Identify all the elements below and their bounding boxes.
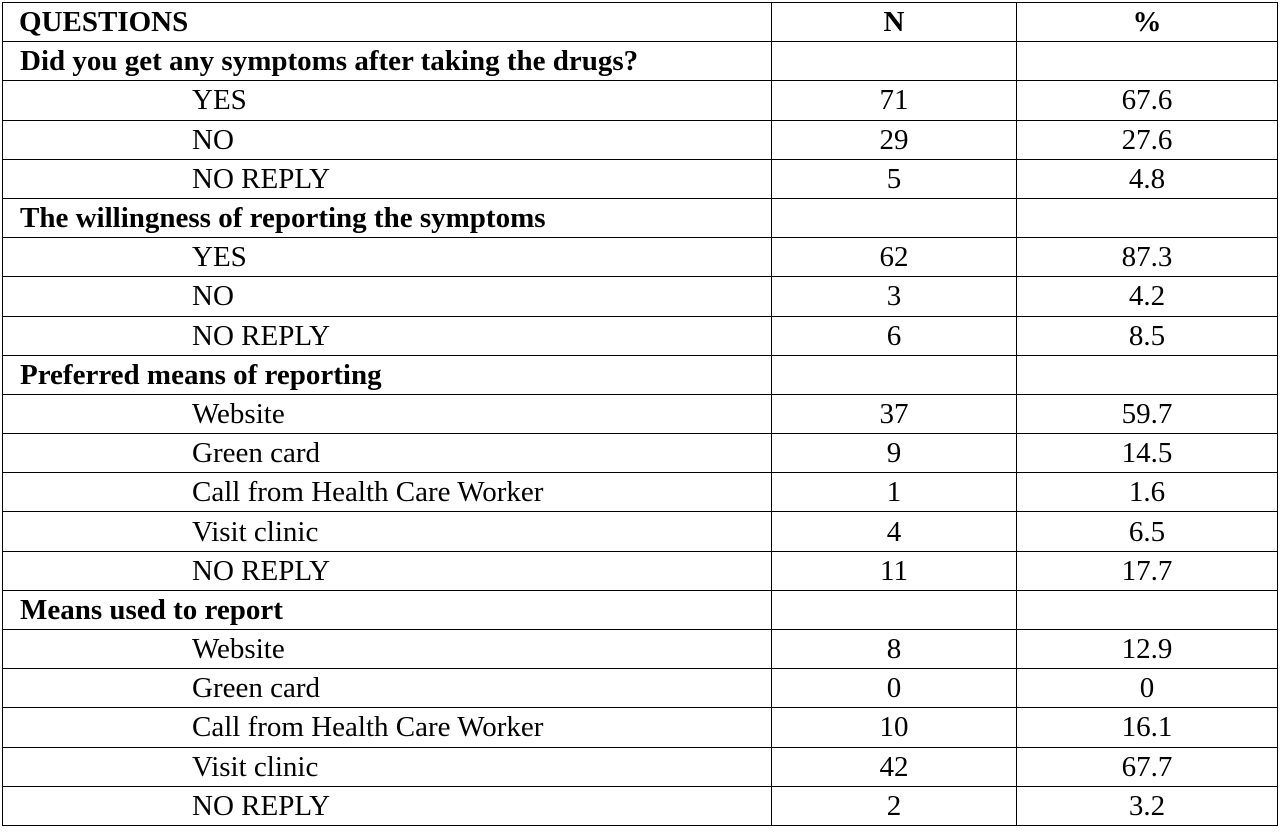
table-body [3,42,1278,826]
option-label: Green card [3,434,772,473]
option-label: Green card [3,669,772,708]
option-label: YES [3,238,772,277]
option-label: YES [3,81,772,120]
percent-value: 1.6 [1017,473,1278,512]
section-n-cell [772,590,1017,629]
option-label: Visit clinic [3,747,772,786]
percent-value: 6.5 [1017,512,1278,551]
n-value: 9 [772,434,1017,473]
section-percent-cell [1017,198,1278,237]
table-row [3,120,1278,159]
header-n: N [772,3,1017,42]
table-row [3,473,1278,512]
table-row [3,316,1278,355]
n-value: 2 [772,786,1017,825]
percent-value: 17.7 [1017,551,1278,590]
n-value: 29 [772,120,1017,159]
n-value: 71 [772,81,1017,120]
n-value: 5 [772,159,1017,198]
option-label: NO REPLY [3,316,772,355]
section-percent-cell [1017,590,1278,629]
percent-value: 4.8 [1017,159,1278,198]
table-row [3,434,1278,473]
percent-value: 12.9 [1017,630,1278,669]
section-title: The willingness of reporting the symptoms [3,198,772,237]
option-label: Call from Health Care Worker [3,473,772,512]
n-value: 37 [772,394,1017,433]
n-value: 3 [772,277,1017,316]
section-title: Did you get any symptoms after taking the drugs? [3,42,772,81]
percent-value: 87.3 [1017,238,1278,277]
survey-results-table [2,2,1278,826]
n-value: 0 [772,669,1017,708]
table-row [3,81,1278,120]
n-value: 8 [772,630,1017,669]
section-n-cell [772,355,1017,394]
option-label: Website [3,394,772,433]
table-row [3,669,1278,708]
section-title: Means used to report [3,590,772,629]
section-title: Preferred means of reporting [3,355,772,394]
option-label: Visit clinic [3,512,772,551]
table-row [3,786,1278,825]
n-value: 4 [772,512,1017,551]
n-value: 11 [772,551,1017,590]
percent-value: 16.1 [1017,708,1278,747]
option-label: Call from Health Care Worker [3,708,772,747]
header-percent: % [1017,3,1278,42]
section-percent-cell [1017,42,1278,81]
table-header-row [3,3,1278,42]
n-value: 10 [772,708,1017,747]
header-questions: QUESTIONS [3,3,772,42]
percent-value: 14.5 [1017,434,1278,473]
section-row [3,590,1278,629]
percent-value: 67.7 [1017,747,1278,786]
n-value: 1 [772,473,1017,512]
option-label: Website [3,630,772,669]
percent-value: 4.2 [1017,277,1278,316]
percent-value: 67.6 [1017,81,1278,120]
percent-value: 8.5 [1017,316,1278,355]
table-row [3,747,1278,786]
option-label: NO REPLY [3,786,772,825]
table-row [3,512,1278,551]
section-row [3,42,1278,81]
section-row [3,355,1278,394]
percent-value: 27.6 [1017,120,1278,159]
option-label: NO REPLY [3,159,772,198]
option-label: NO REPLY [3,551,772,590]
section-percent-cell [1017,355,1278,394]
percent-value: 3.2 [1017,786,1278,825]
section-row [3,198,1278,237]
table-row [3,630,1278,669]
option-label: NO [3,277,772,316]
n-value: 62 [772,238,1017,277]
section-n-cell [772,198,1017,237]
n-value: 42 [772,747,1017,786]
table-row [3,551,1278,590]
table-row [3,277,1278,316]
n-value: 6 [772,316,1017,355]
section-n-cell [772,42,1017,81]
percent-value: 59.7 [1017,394,1278,433]
option-label: NO [3,120,772,159]
percent-value: 0 [1017,669,1278,708]
table-row [3,238,1278,277]
table-row [3,159,1278,198]
table-row [3,394,1278,433]
table-row [3,708,1278,747]
